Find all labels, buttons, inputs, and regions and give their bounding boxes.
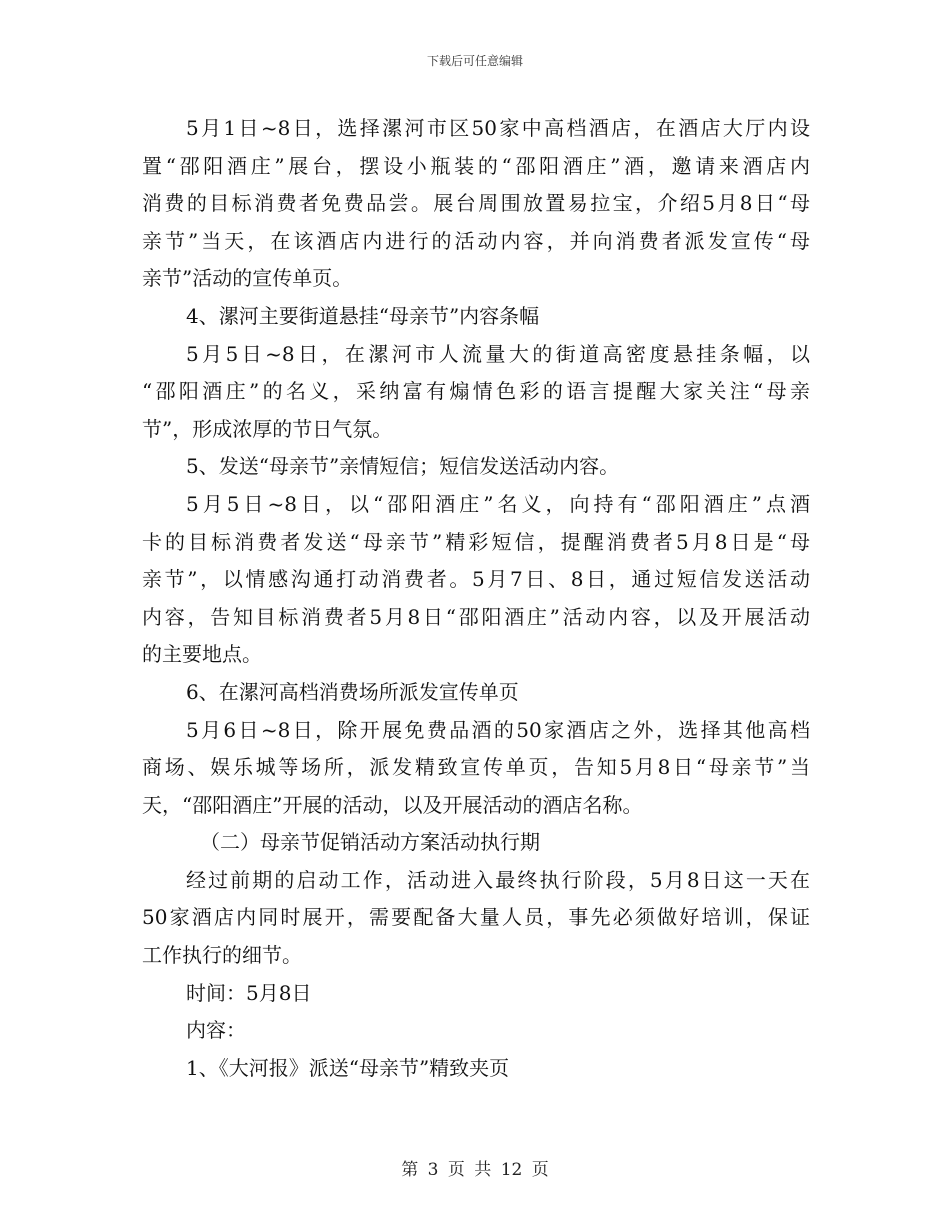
document-body <box>142 110 810 1087</box>
content-label: 内容： <box>186 1018 246 1043</box>
paragraph-line: 卡的目标消费者发送“母亲节”精彩短信，提醒消费者5月8日是“母 <box>142 529 810 554</box>
paragraph-line: 5月5日~8日，在漯河市人流量大的街道高密度悬挂条幅，以 <box>186 341 810 366</box>
paragraph-line: 5月1日~8日，选择漯河市区50家中高档酒店，在酒店大厅内设 <box>186 116 810 140</box>
paragraph-line: 天，“邵阳酒庄”开展的活动，以及开展活动的酒店名称。 <box>142 792 643 817</box>
page-number-footer: 第 3 页 共 12 页 <box>401 1160 549 1180</box>
paragraph-line: 亲节”活动的宣传单页。 <box>142 266 353 291</box>
paragraph-line: 5月5日~8日，以“邵阳酒庄”名义，向持有“邵阳酒庄”点酒 <box>186 491 810 516</box>
time-line: 时间：5月8日 <box>186 980 312 1005</box>
paragraph-line: 亲节”，以情感沟通打动消费者。5月7日、8日，通过短信发送活动 <box>142 567 810 592</box>
paragraph-line: 经过前期的启动工作，活动进入最终执行阶段，5月8日这一天在 <box>186 867 810 892</box>
paragraph-line: 工作执行的细节。 <box>142 943 302 968</box>
paragraph-line: 5月6日~8日，除开展免费品酒的50家酒店之外，选择其他高档 <box>186 717 810 742</box>
paragraph-line: “邵阳酒庄”的名义，采纳富有煽情色彩的语言提醒大家关注“母亲 <box>142 379 810 404</box>
paragraph-line: 商场、娱乐城等场所，派发精致宣传单页，告知5月8日“母亲节”当 <box>142 755 810 780</box>
paragraph-line: 置“邵阳酒庄”展台，摆设小瓶装的“邵阳酒庄”酒，邀请来酒店内 <box>142 153 810 178</box>
section-heading: 6、在漯河高档消费场所派发宣传单页 <box>186 679 519 704</box>
paragraph-line: 亲节”当天，在该酒店内进行的活动内容，并向消费者派发宣传“母 <box>142 228 810 253</box>
paragraph-line: 50家酒店内同时展开，需要配备大量人员，事先必须做好培训，保证 <box>142 905 810 930</box>
section-heading: 5、发送“母亲节”亲情短信；短信发送活动内容。 <box>186 454 620 479</box>
paragraph-line: 消费的目标消费者免费品尝。展台周围放置易拉宝，介绍5月8日“母 <box>142 191 810 216</box>
paragraph-line: 节”，形成浓厚的节日气氛。 <box>142 416 393 441</box>
paragraph-line: 内容，告知目标消费者5月8日“邵阳酒庄”活动内容，以及开展活动 <box>142 604 810 629</box>
section-heading: 4、漯河主要街道悬挂“母亲节”内容条幅 <box>186 303 540 328</box>
page-header-note: 下载后可任意编辑 <box>426 54 523 68</box>
section-heading: 1、《大河报》派送“母亲节”精致夹页 <box>186 1055 510 1080</box>
subsection-heading: （二）母亲节促销活动方案活动执行期 <box>200 830 540 855</box>
paragraph-line: 的主要地点。 <box>142 642 262 667</box>
